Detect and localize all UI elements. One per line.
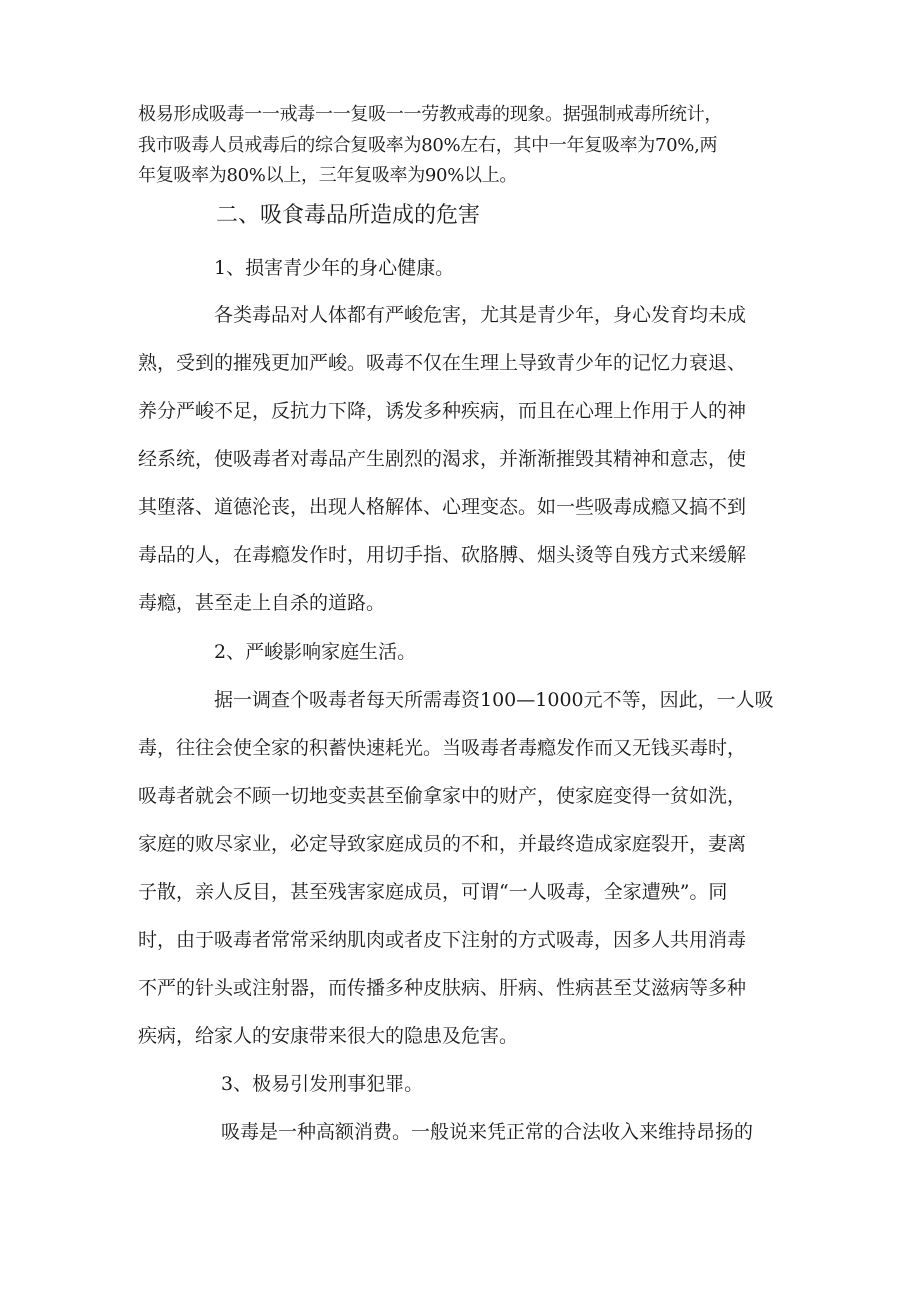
harm2-heading: 2、严峻影响家庭生活。 <box>214 641 417 663</box>
harm1-line-1: 各类毒品对人体都有严峻危害，尤其是青少年，身心发育均未成 <box>214 304 747 326</box>
harm3-line-1: 吸毒是一种高额消费。一般说来凭正常的合法收入来维持昂扬的 <box>221 1121 754 1143</box>
harm1-line-2: 熟，受到的摧残更加严峻。吸毒不仅在生理上导致青少年的记忆力衰退、 <box>138 352 747 374</box>
section-heading: 二、吸食毒品所造成的危害 <box>216 203 481 228</box>
harm1-heading: 1、损害青少年的身心健康。 <box>214 257 455 279</box>
harm2-line-2: 毒，往往会使全家的积蓄快速耗光。当吸毒者毒瘾发作而又无钱买毒时， <box>138 737 747 759</box>
harm1-line-6: 毒品的人，在毒瘾发作时，用切手指、砍胳膊、烟头烫等自残方式来缓解 <box>138 544 747 566</box>
harm2-line-8: 疾病，给家人的安康带来很大的隐患及危害。 <box>138 1025 519 1047</box>
harm1-line-4: 经系统，使吸毒者对毒品产生剧烈的渴求，并渐渐摧毁其精神和意志，使 <box>138 448 747 470</box>
harm1-line-7: 毒瘾，甚至走上自杀的道路。 <box>138 592 386 614</box>
harm2-line-3: 吸毒者就会不顾一切地变卖甚至偷拿家中的财产，使家庭变得一贫如洗， <box>138 785 747 807</box>
harm2-line-6: 时，由于吸毒者常常采纳肌肉或者皮下注射的方式吸毒，因多人共用消毒 <box>138 929 747 951</box>
harm2-line-5: 子散，亲人反目，甚至残害家庭成员，可谓“一人吸毒，全家遭殃”。同 <box>138 881 728 903</box>
harm2-line-7: 不严的针头或注射器，而传播多种皮肤病、肝病、性病甚至艾滋病等多种 <box>138 977 747 999</box>
harm1-line-5: 其堕落、道德沦丧，出现人格解体、心理变态。如一些吸毒成瘾又搞不到 <box>138 496 747 518</box>
harm2-line-1: 据一调查个吸毒者每天所需毒资100—1000元不等，因此，一人吸 <box>214 689 774 711</box>
harm1-line-3: 养分严峻不足，反抗力下降，诱发多种疾病，而且在心理上作用于人的神 <box>138 400 747 422</box>
intro-line-2: 我市吸毒人员戒毒后的综合复吸率为80%左右，其中一年复吸率为70%,两 <box>138 135 718 156</box>
intro-line-3: 年复吸率为80%以上，三年复吸率为90%以上。 <box>138 165 518 186</box>
harm2-line-4: 家庭的败尽家业，必定导致家庭成员的不和，并最终造成家庭裂开，妻离 <box>138 833 747 855</box>
harm3-heading: 3、极易引发刑事犯罪。 <box>221 1073 424 1095</box>
intro-line-1: 极易形成吸毒一一戒毒一一复吸一一劳教戒毒的现象。据强制戒毒所统计， <box>138 104 723 125</box>
